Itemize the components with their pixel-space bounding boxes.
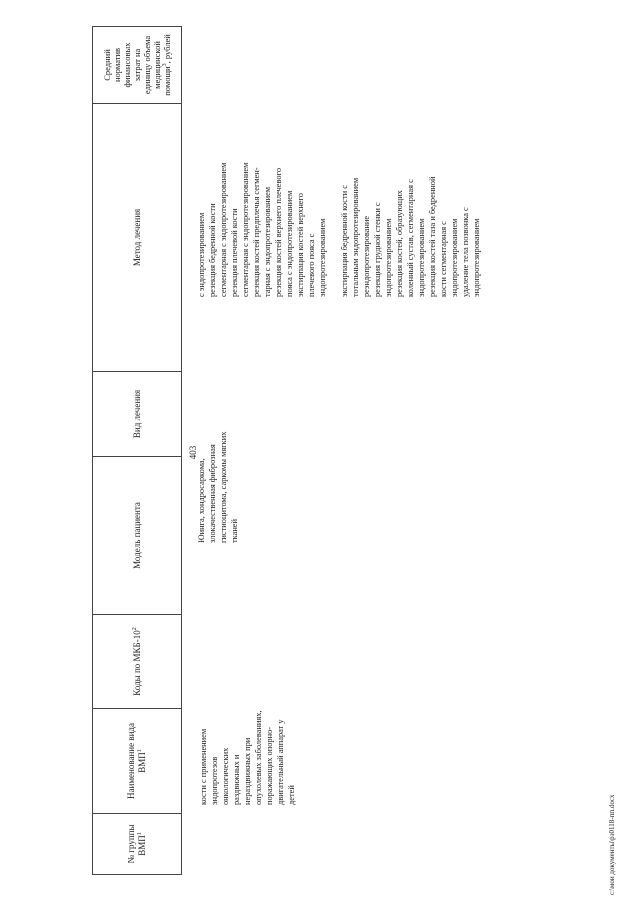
vmp-name-line: детей — [287, 785, 296, 805]
method-line: резекция костей верхнего плечевого — [274, 167, 283, 297]
method-line: резекция бедренной кости — [208, 203, 217, 297]
vmp-name-line: поражающих опорно- — [265, 726, 274, 805]
patient-model-cell — [196, 432, 240, 543]
patient-model-line: Юинга, хондросаркома, — [197, 458, 206, 543]
page-number: 403 — [188, 445, 198, 460]
vmp-name-line: эндопротезов — [210, 756, 219, 805]
method-line: резекция костей, образующих — [395, 190, 404, 297]
method-line: с эндопротезированием — [197, 212, 206, 297]
method-line: реэндопротезирование — [362, 215, 371, 297]
method-line: резекция грудной стенки с — [373, 202, 382, 297]
method-line: резекция костей таза и бедренной — [428, 176, 437, 297]
method-line: плечевого пояса с — [307, 233, 316, 297]
method-line: пояса с эндопротезированием — [285, 190, 294, 297]
method-line: резекция костей предплечья сегмен- — [252, 167, 261, 297]
patient-model-line: злокачественная фиброзная — [208, 444, 217, 543]
method-line: эндопротезированием — [384, 218, 393, 297]
method-line: сегментарная с эндопротезированием — [241, 162, 250, 297]
header-group: № группы ВМП$^1$ — [93, 814, 182, 875]
method-line — [328, 163, 339, 297]
vmp-name-line: кости с применением — [199, 728, 208, 805]
vmp-name-line: нераздвижных при — [243, 737, 252, 805]
header-treatment-type: Вид лечения — [93, 372, 182, 457]
method-line: эндопротезированием — [450, 218, 459, 297]
vmp-name-cell — [198, 711, 297, 805]
method-line: резекция плечевой кости — [230, 208, 239, 297]
patient-model-line: гистиоцитома, саркомы мягких — [219, 431, 228, 543]
header-vmp-name: Наименование вида ВМП$^1$ — [93, 709, 182, 814]
method-line: эндопротезированием — [318, 218, 327, 297]
footer-file-path: c:\мои документы\рз0118-пп.docx — [608, 794, 616, 895]
method-line: экстирпация костей верхнего — [296, 193, 305, 297]
method-line: удаление тела позвонка с — [461, 207, 470, 297]
vmp-name-line: двигательный аппарат у — [276, 719, 285, 805]
method-line: экстирпация бедренной кости с — [340, 185, 349, 297]
method-line: тарная с эндопротезированием — [263, 186, 272, 297]
method-line: кости сегментарная с — [439, 221, 448, 297]
patient-model-line: тканей — [230, 518, 239, 543]
header-treatment-method: Метод лечения — [93, 104, 182, 372]
header-norm: Средний норматив финансовых затрат на единицу объема медицинской помощи$^3$, рублей — [93, 27, 182, 104]
method-line: коленный сустав, сегментарная с — [406, 179, 415, 297]
method-line: эндопротезированием — [472, 218, 481, 297]
method-line: тотальным эндопротезированием — [351, 177, 360, 297]
vmp-name-line: раздвижных и — [232, 754, 241, 805]
method-line: эндопротезированием — [417, 218, 426, 297]
table-header — [92, 26, 182, 875]
header-icd: Коды по МКБ-$10^2$ — [93, 615, 182, 709]
vmp-name-line: опухолевых заболеваниях, — [254, 710, 263, 805]
treatment-method-cell — [196, 163, 482, 297]
vmp-name-line: онкологических — [221, 747, 230, 805]
method-line: сегментарная с эндопротезированием — [219, 162, 228, 297]
header-patient-model: Модель пациента — [93, 457, 182, 615]
